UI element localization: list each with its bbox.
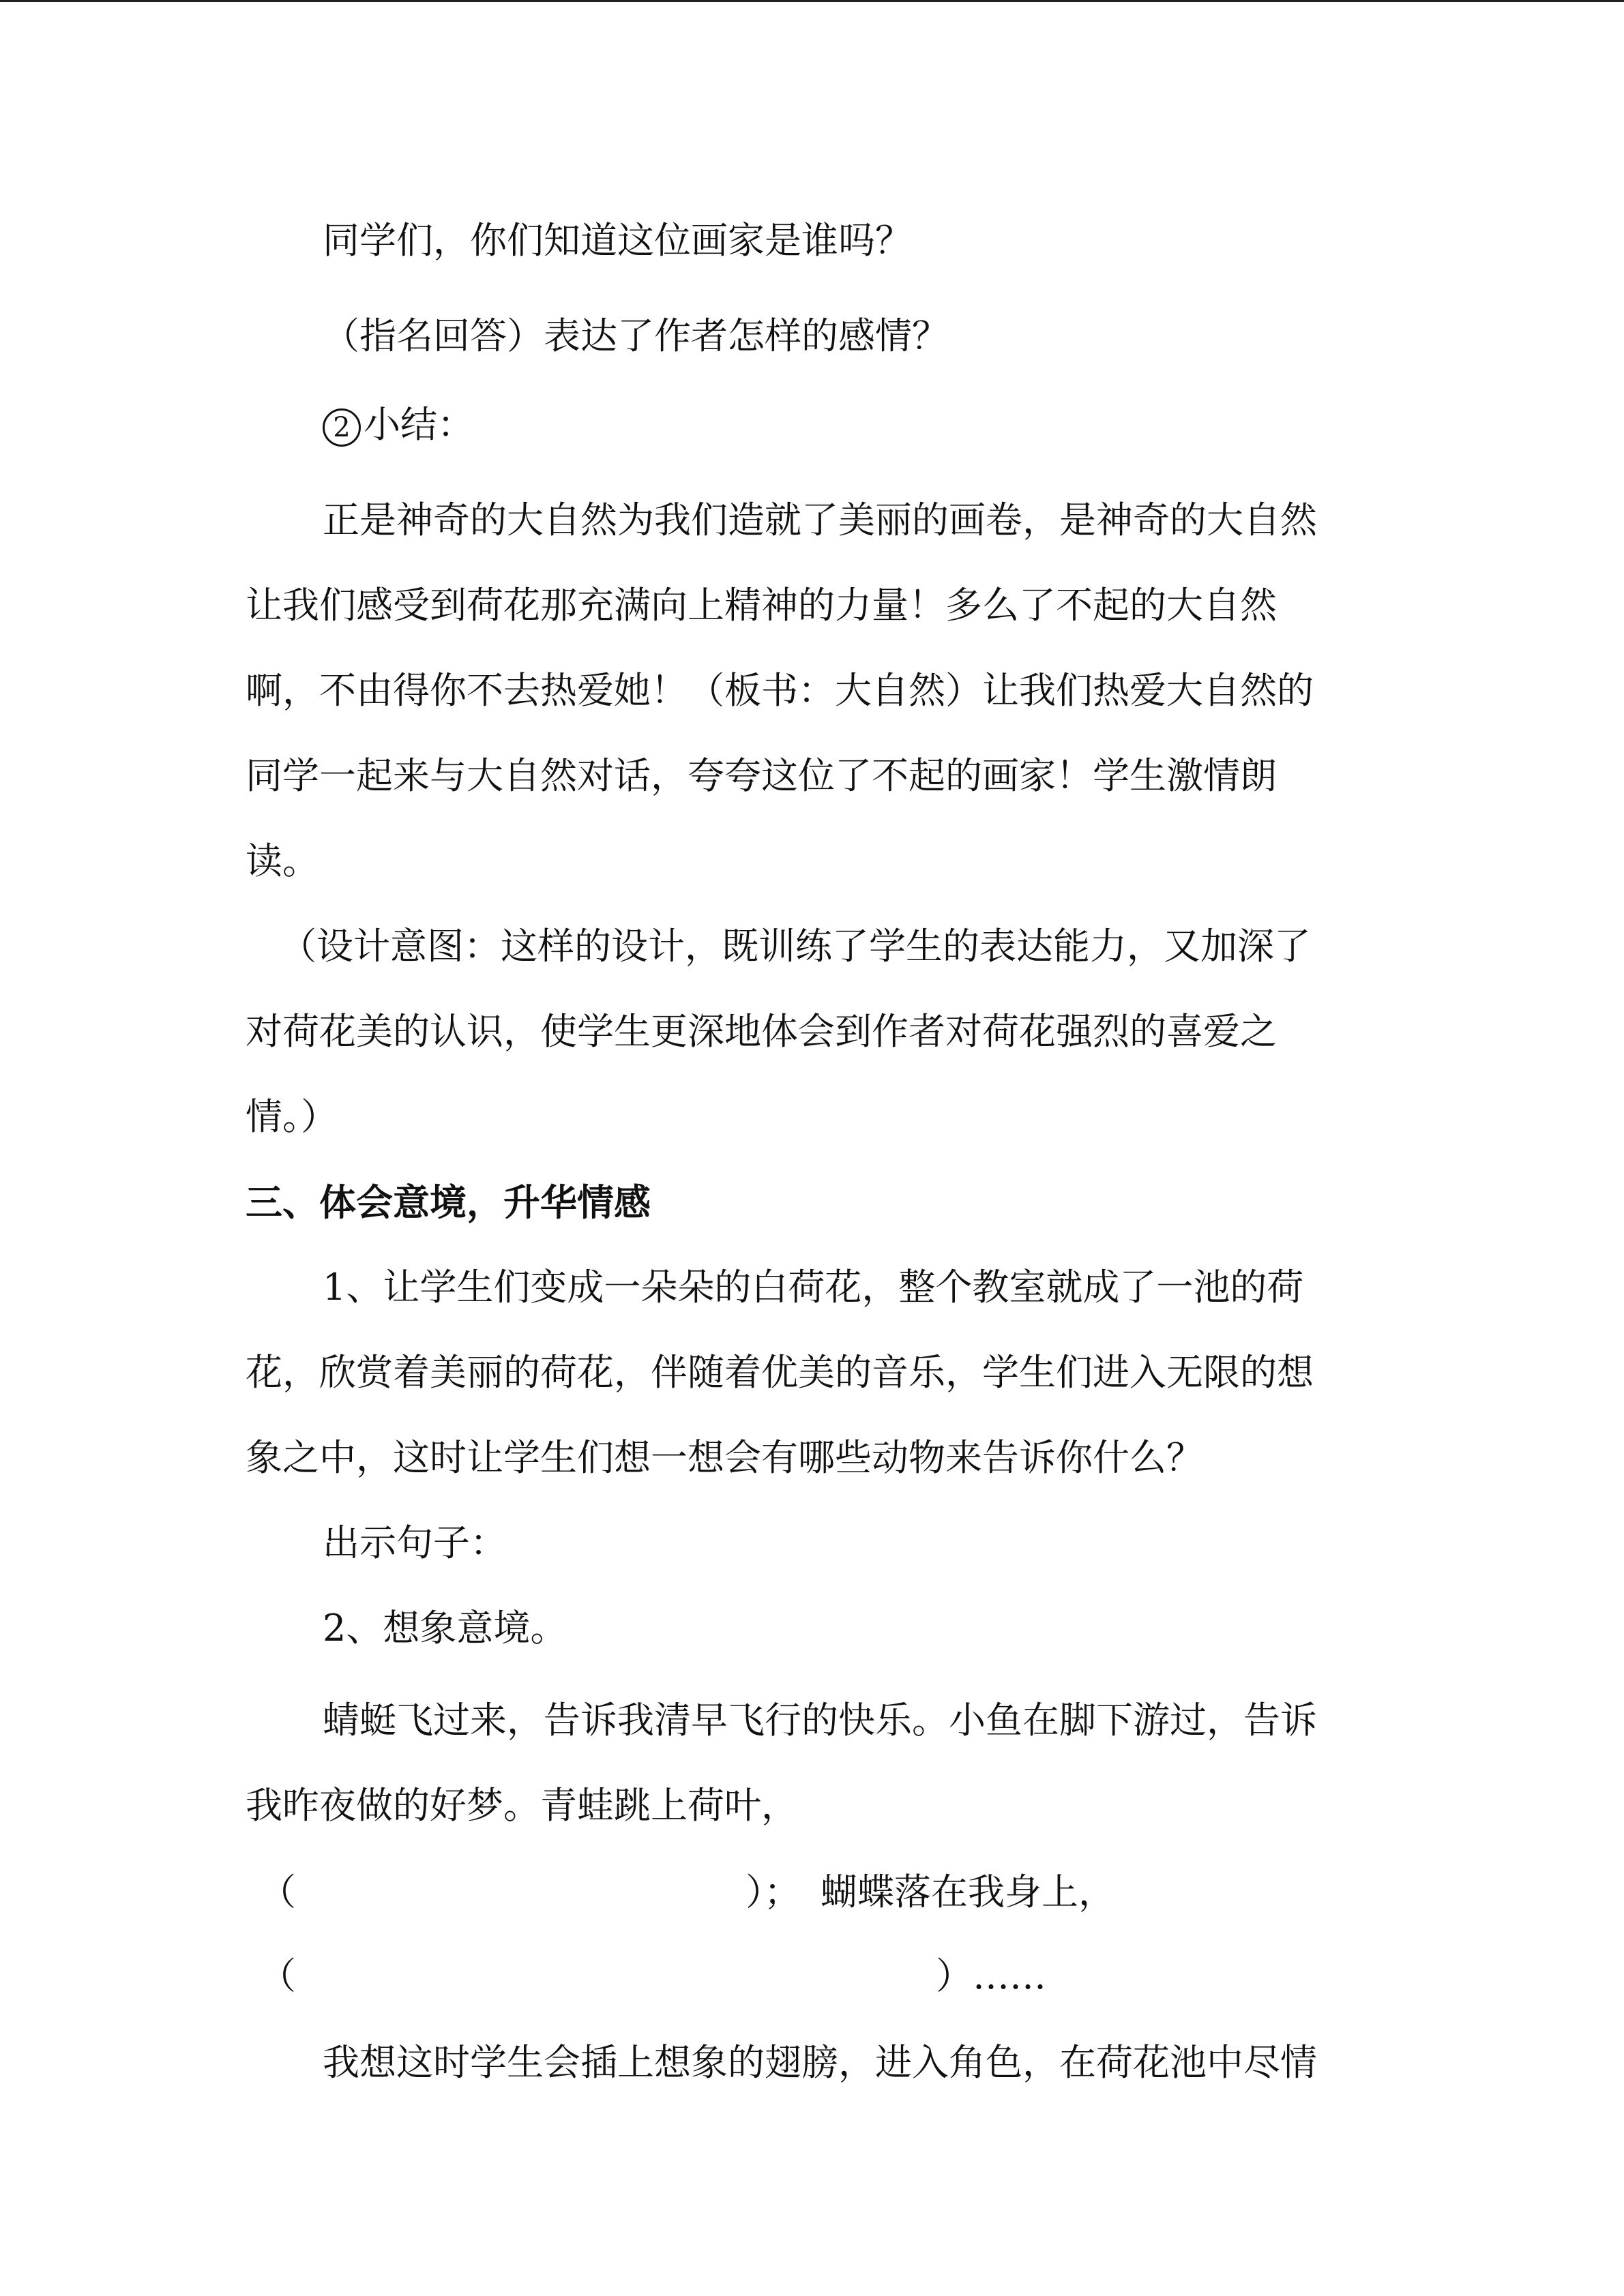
page-top-border xyxy=(0,0,1624,2)
design-note-line: 对荷花美的认识，使学生更深地体会到作者对荷花强烈的喜爱之 xyxy=(246,1010,1277,1053)
paragraph-line: 象之中，这时让学生们想一想会有哪些动物来告诉你什么？ xyxy=(246,1436,1203,1479)
paragraph-line: 同学一起来与大自然对话，夸夸这位了不起的画家！学生激情朗 xyxy=(246,754,1277,797)
blank-open-paren: （ xyxy=(259,1954,296,1997)
design-note-line: （设计意图：这样的设计，既训练了学生的表达能力，又加深了 xyxy=(280,925,1311,968)
circled-number: 2 xyxy=(323,408,361,447)
blank-close-paren: ）； xyxy=(745,1870,801,1913)
blank-open-paren: （ xyxy=(259,1870,296,1913)
paragraph-line: （指名回答）表达了作者怎样的感情？ xyxy=(323,314,949,357)
paragraph-line: 2、想象意境。 xyxy=(323,1607,567,1650)
paragraph-line: 我昨夜做的好梦。青蛙跳上荷叶， xyxy=(246,1784,798,1827)
paragraph-line: 让我们感受到荷花那充满向上精神的力量！多么了不起的大自然 xyxy=(246,584,1277,627)
paragraph-line: 同学们，你们知道这位画家是谁吗？ xyxy=(323,219,912,262)
design-note-line: 情。） xyxy=(246,1095,338,1138)
paragraph-line: 啊，不由得你不去热爱她！（板书：大自然）让我们热爱大自然的 xyxy=(246,669,1314,712)
paragraph-line: 出示句子： xyxy=(323,1521,507,1564)
paragraph-line: 蝴蝶落在我身上， xyxy=(821,1870,1115,1913)
paragraph-line: 花，欣赏着美丽的荷花，伴随着优美的音乐，学生们进入无限的想 xyxy=(246,1351,1314,1394)
paragraph-line: 读。 xyxy=(246,839,319,882)
summary-heading xyxy=(323,401,474,449)
section-heading: 三、体会意境，升华情感 xyxy=(246,1180,651,1224)
summary-label: 小结： xyxy=(364,403,474,446)
paragraph-line: 我想这时学生会插上想象的翅膀，进入角色，在荷花池中尽情 xyxy=(323,2041,1317,2084)
paragraph-line: 正是神奇的大自然为我们造就了美丽的画卷，是神奇的大自然 xyxy=(323,498,1317,541)
paragraph-line: 1、让学生们变成一朵朵的白荷花，整个教室就成了一池的荷 xyxy=(323,1266,1304,1309)
blank-close-paren: ）…… xyxy=(936,1954,1046,1997)
paragraph-line: 蜻蜓飞过来，告诉我清早飞行的快乐。小鱼在脚下游过，告诉 xyxy=(323,1699,1317,1742)
